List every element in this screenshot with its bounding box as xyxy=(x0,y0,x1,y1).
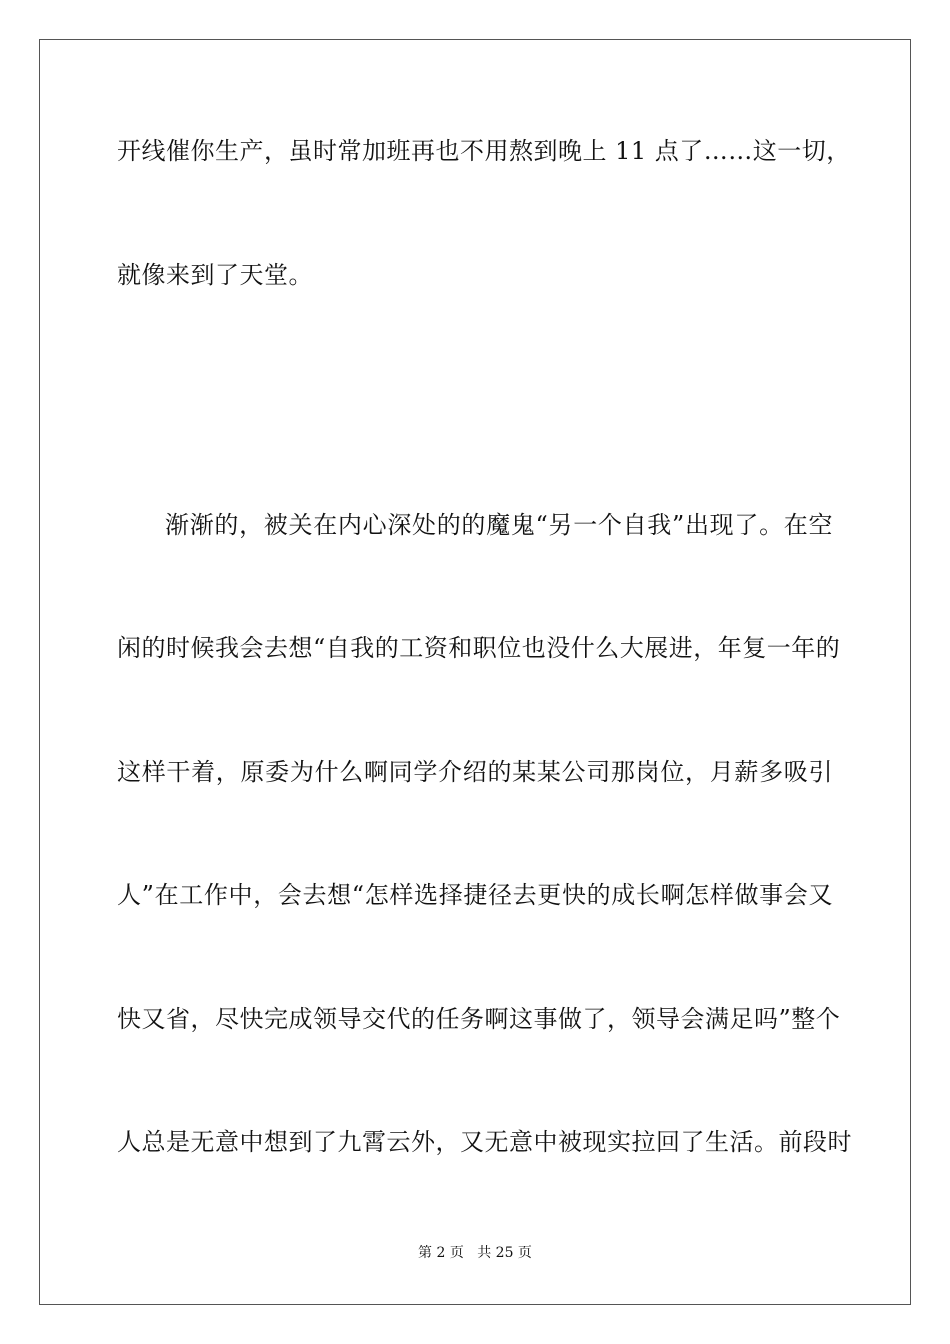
text-line-3: 渐渐的，被关在内心深处的的魔鬼“另一个自我”出现了。在空 xyxy=(165,511,833,539)
page-border xyxy=(39,39,911,1305)
text-line-8: 人总是无意中想到了九霄云外，又无意中被现实拉回了生活。前段时 xyxy=(117,1128,852,1156)
page-total: 共 25 页 xyxy=(477,1245,532,1261)
text-line-5: 这样干着，原委为什么啊同学介绍的某某公司那岗位，月薪多吸引 xyxy=(117,758,833,786)
text-line-7: 快又省，尽快完成领导交代的任务啊这事做了，领导会满足吗”整个 xyxy=(117,1005,841,1033)
text-line-1: 开线催你生产，虽时常加班再也不用熬到晚上 11 点了……这一切， xyxy=(117,137,851,165)
text-line-4: 闲的时候我会去想“自我的工资和职位也没什么大展进，年复一年的 xyxy=(117,634,841,662)
page-number: 第 2 页 xyxy=(418,1245,464,1261)
page-footer xyxy=(0,1244,950,1262)
text-line-2: 就像来到了天堂。 xyxy=(117,261,313,289)
text-line-6: 人”在工作中，会去想“怎样选择捷径去更快的成长啊怎样做事会又 xyxy=(117,881,833,909)
